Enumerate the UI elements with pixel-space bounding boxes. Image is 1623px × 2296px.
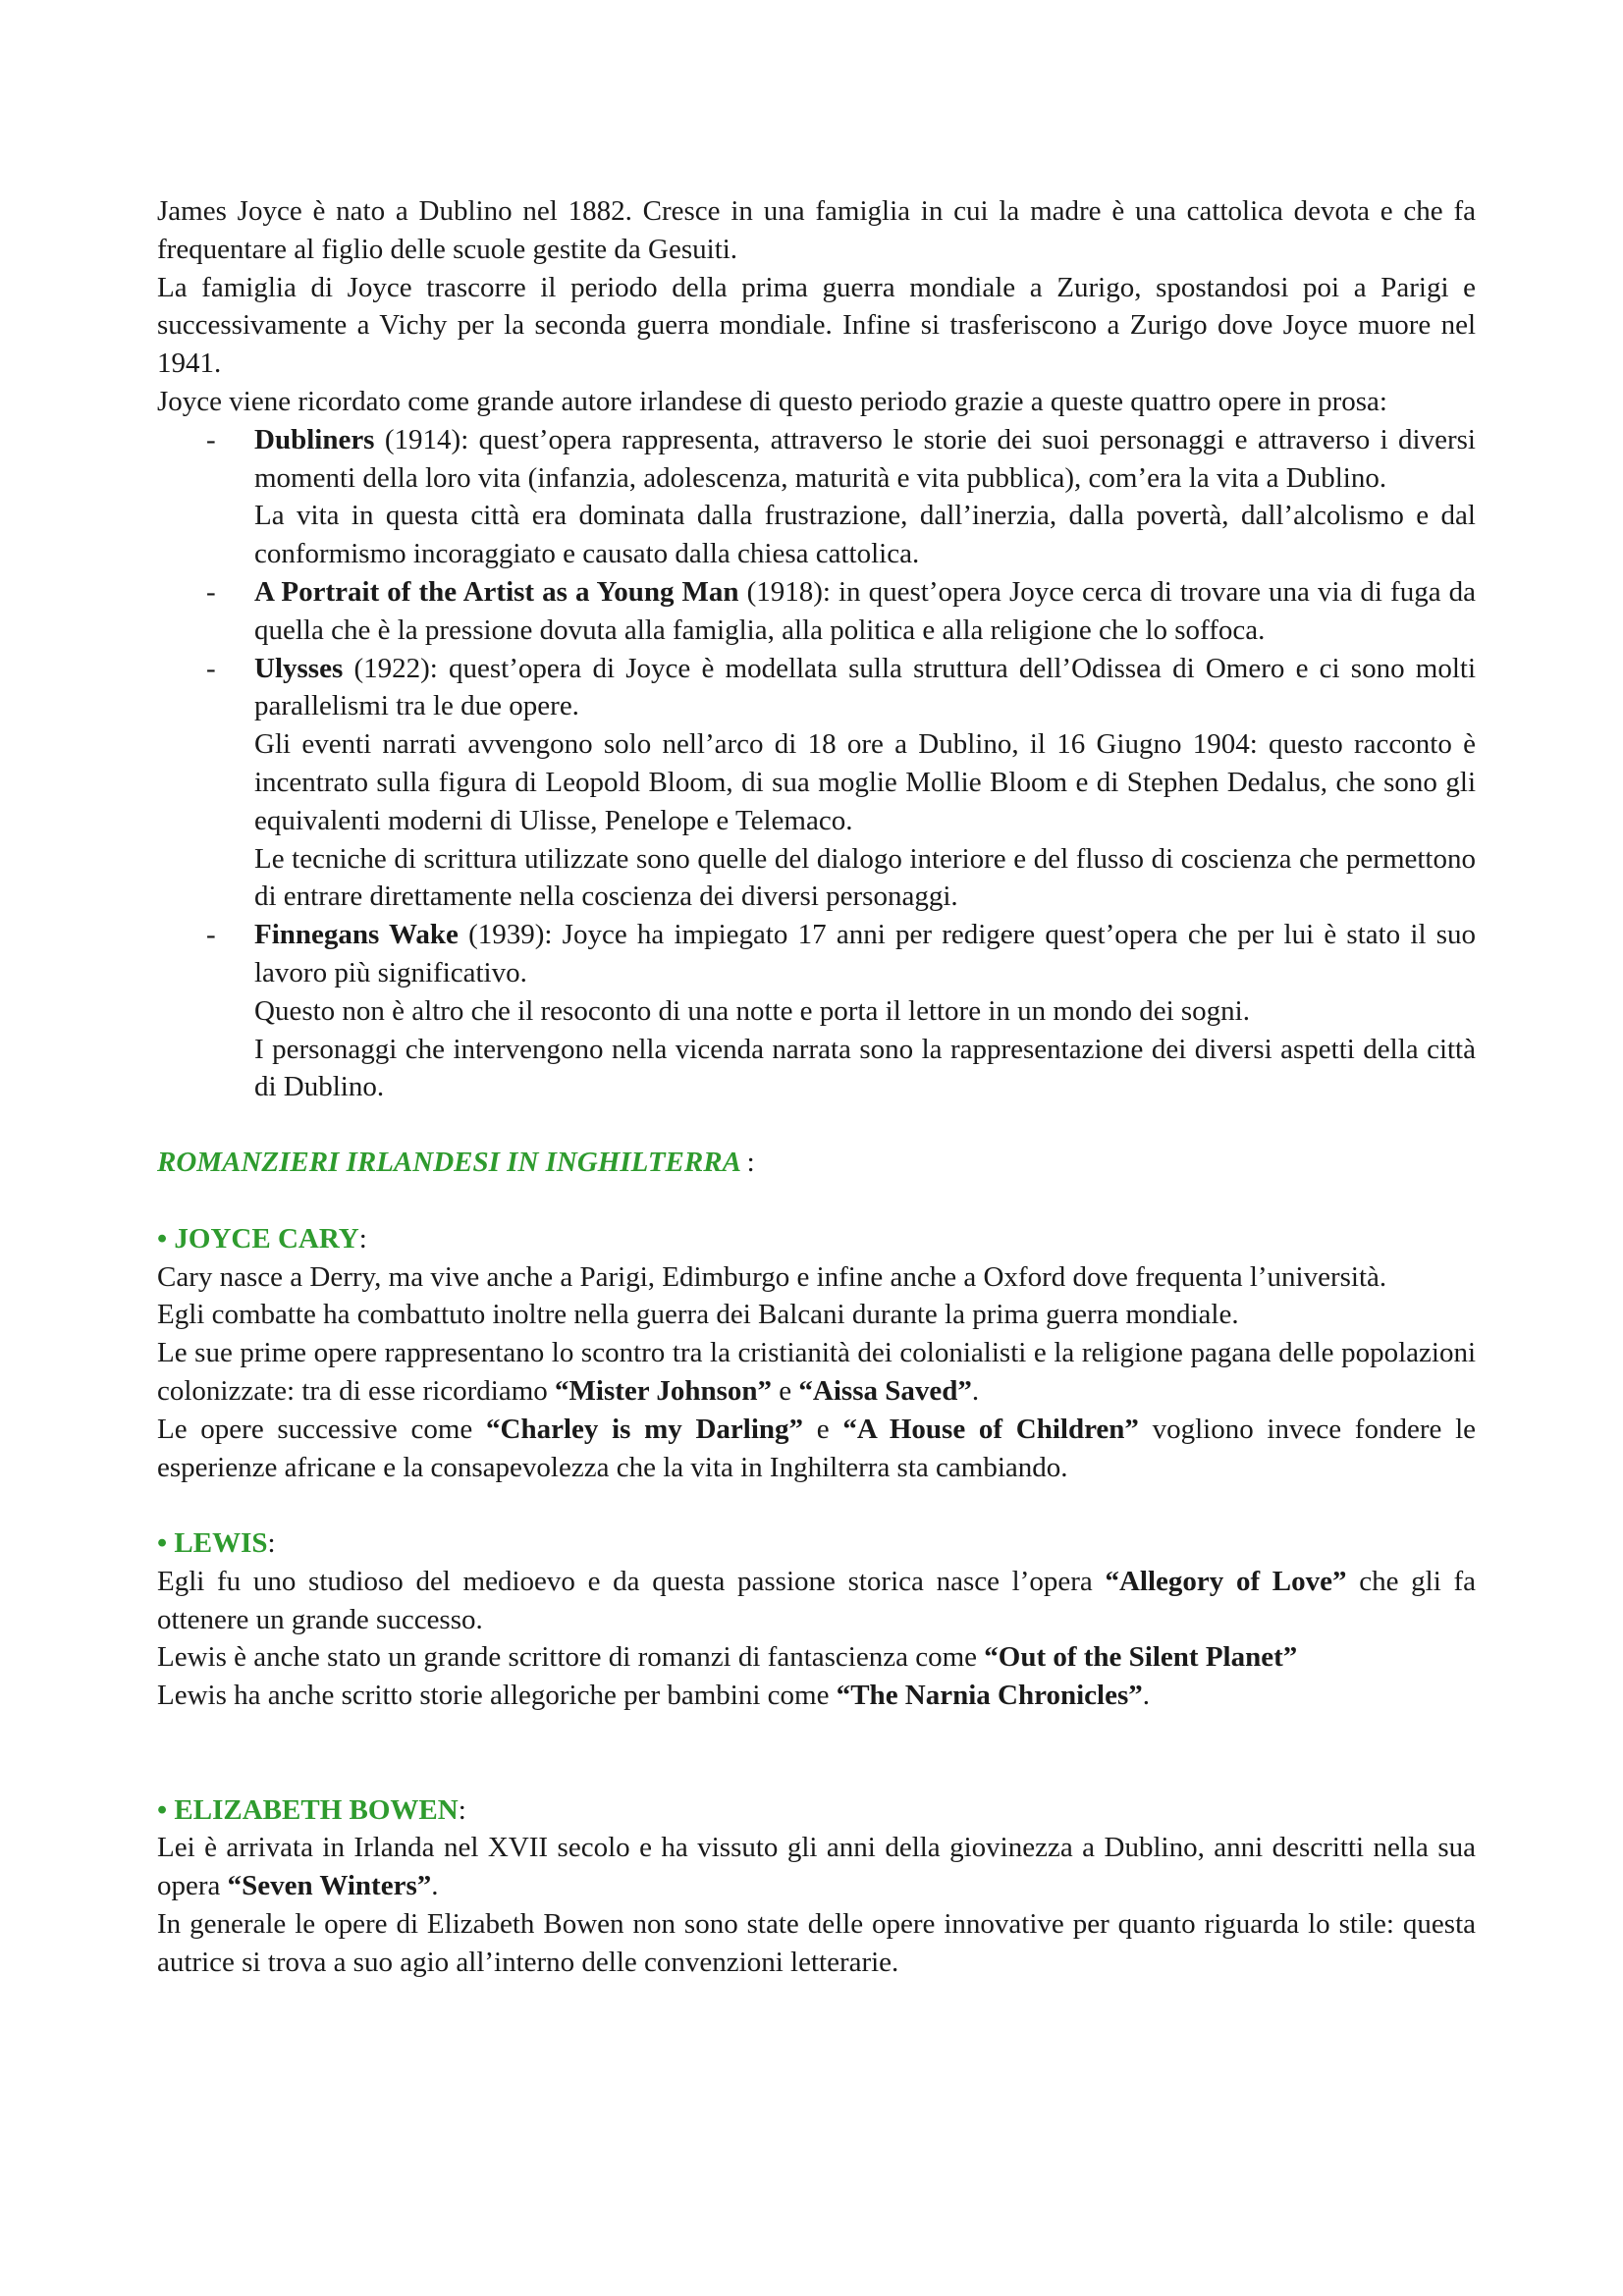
text-run: e	[772, 1374, 799, 1407]
author-heading-text: • LEWIS	[157, 1527, 268, 1560]
section-title-colon: :	[746, 1147, 755, 1179]
author-heading-colon: :	[358, 1222, 367, 1255]
text-run: .	[1142, 1680, 1151, 1712]
author-heading-colon: :	[458, 1793, 466, 1826]
text-run: .	[431, 1870, 439, 1902]
document-page	[157, 192, 1476, 1982]
work-title: Dubliners	[254, 423, 375, 455]
section-title	[157, 1144, 1476, 1182]
work-title: A Portrait of the Artist as a Young Man	[254, 575, 739, 608]
work-title: “Seven Winters”	[227, 1870, 432, 1902]
list-dash: -	[206, 575, 216, 608]
text-run: Egli fu uno studioso del medioevo e da questa passione storica nasce l’opera	[157, 1565, 1106, 1597]
work-title: “Charley is my Darling”	[486, 1413, 804, 1445]
author-heading-text: • JOYCE CARY	[157, 1222, 359, 1255]
work-item-ulysses	[157, 650, 1476, 917]
text-run: .	[971, 1374, 980, 1407]
work-description: (1939): Joyce ha impiegato 17 anni per redigere quest’opera che per lui è stato il suo lavoro più significativo.	[254, 919, 1476, 988]
section-title-text: ROMANZIERI IRLANDESI IN INGHILTERRA	[157, 1147, 747, 1179]
author-heading-bowen	[157, 1791, 1476, 1830]
work-title: “Allegory of Love”	[1105, 1565, 1347, 1597]
author-heading-cary	[157, 1220, 1476, 1258]
cary-paragraph-war: Egli combatte ha combattuto inoltre nella guerra dei Balcani durante la prima guerra mondiale.	[157, 1299, 1239, 1331]
lewis-paragraph-children	[157, 1677, 1476, 1715]
intro-paragraph-works: Joyce viene ricordato come grande autore irlandese di questo periodo grazie a queste quattro opere in prosa:	[157, 385, 1387, 417]
works-list	[157, 421, 1476, 1106]
text-run: e	[803, 1413, 843, 1445]
list-dash: -	[206, 652, 216, 684]
text-run: Le opere successive come	[157, 1413, 486, 1445]
author-heading-lewis	[157, 1524, 1476, 1563]
work-title: “Aissa Saved”	[798, 1374, 972, 1407]
lewis-paragraph-medieval	[157, 1563, 1476, 1639]
text-run: Lewis ha anche scritto storie allegoriche per bambini come	[157, 1680, 837, 1712]
work-description: (1914): quest’opera rappresenta, attraverso le storie dei suoi personaggi e attraverso i diversi momenti della loro vita (infanzia, adolescenza, maturità e vita pubblica), com’era la vita a Dublino.	[254, 423, 1476, 494]
author-heading-text: • ELIZABETH BOWEN	[157, 1793, 459, 1826]
work-item-dubliners	[157, 421, 1476, 573]
author-heading-colon: :	[267, 1527, 276, 1560]
work-description: Questo non è altro che il resoconto di una notte e porta il lettore in un mondo dei sogni.	[254, 994, 1250, 1027]
work-title: “A House of Children”	[842, 1413, 1139, 1445]
cary-paragraph-later-works	[157, 1411, 1476, 1487]
work-description: Le tecniche di scrittura utilizzate sono quelle del dialogo interiore e del flusso di coscienza che permettono di entrare direttamente nella coscienza dei diversi personaggi.	[254, 842, 1476, 913]
work-description: La vita in questa città era dominata dalla frustrazione, dall’inerzia, dalla povertà, dall’alcolismo e dal conformismo incoraggiato e causato dalla chiesa cattolica.	[254, 500, 1476, 570]
work-title: “Mister Johnson”	[555, 1374, 773, 1407]
intro-paragraph-birth: James Joyce è nato a Dublino nel 1882. Cresce in una famiglia in cui la madre è una cattolica devota e che fa frequentare al figlio delle scuole gestite da Gesuiti.	[157, 195, 1476, 265]
spacer	[157, 1486, 1476, 1524]
work-title: “Out of the Silent Planet”	[984, 1641, 1298, 1674]
work-description: (1918): in quest’opera Joyce cerca di trovare una via di fuga da quella che è la pressione dovuta alla famiglia, alla politica e alla religione che lo soffoca.	[254, 575, 1476, 646]
work-item-finnegans-wake	[157, 916, 1476, 1106]
intro-paragraph-family: La famiglia di Joyce trascorre il periodo della prima guerra mondiale a Zurigo, spostandosi poi a Parigi e successivamente a Vichy per la seconda guerra mondiale. Infine si trasferiscono a Zurigo dove Joyce muore nel 1941.	[157, 271, 1476, 380]
bowen-paragraph-style: In generale le opere di Elizabeth Bowen non sono state delle opere innovative per quanto riguarda lo stile: questa autrice si trova a suo agio all’interno delle convenzioni letterarie.	[157, 1908, 1476, 1978]
work-description: (1922): quest’opera di Joyce è modellata sulla struttura dell’Odissea di Omero e ci sono molti parallelismi tra le due opere.	[254, 652, 1476, 722]
lewis-paragraph-scifi	[157, 1638, 1476, 1677]
spacer	[157, 1715, 1476, 1791]
work-title: “The Narnia Chronicles”	[836, 1680, 1143, 1712]
work-title: Ulysses	[254, 652, 344, 684]
text-run: Lei è arrivata in Irlanda nel XVII secolo e ha vissuto gli anni della giovinezza a Dublino, anni descritti nella sua opera	[157, 1832, 1476, 1902]
work-title: Finnegans Wake	[254, 919, 459, 951]
work-description: I personaggi che intervengono nella vicenda narrata sono la rappresentazione dei diversi aspetti della città di Dublino.	[254, 1033, 1476, 1103]
work-description: Gli eventi narrati avvengono solo nell’arco di 18 ore a Dublino, il 16 Giugno 1904: questo racconto è incentrato sulla figura di Leopold Bloom, di sua moglie Mollie Bloom e di Stephen Dedalus, che sono gli equivalenti moderni di Ulisse, Penelope e Telemaco.	[254, 728, 1476, 836]
text-run: vogliono invece fondere le esperienze africane e la consapevolezza che la vita in Inghilterra sta cambiando.	[157, 1413, 1476, 1483]
bowen-paragraph-life	[157, 1829, 1476, 1905]
text-run: Lewis è anche stato un grande scrittore di romanzi di fantascienza come	[157, 1641, 985, 1674]
list-dash: -	[206, 919, 216, 951]
cary-paragraph-early-works	[157, 1334, 1476, 1411]
work-item-portrait	[157, 573, 1476, 650]
text-run: Le sue prime opere rappresentano lo scontro tra la cristianità dei colonialisti e la religione pagana delle popolazioni colonizzate: tra di esse ricordiamo	[157, 1337, 1476, 1407]
spacer	[157, 1182, 1476, 1220]
list-dash: -	[206, 423, 216, 455]
text-run: che gli fa ottenere un grande successo.	[157, 1565, 1476, 1635]
cary-paragraph-life: Cary nasce a Derry, ma vive anche a Parigi, Edimburgo e infine anche a Oxford dove frequenta l’università.	[157, 1260, 1387, 1293]
